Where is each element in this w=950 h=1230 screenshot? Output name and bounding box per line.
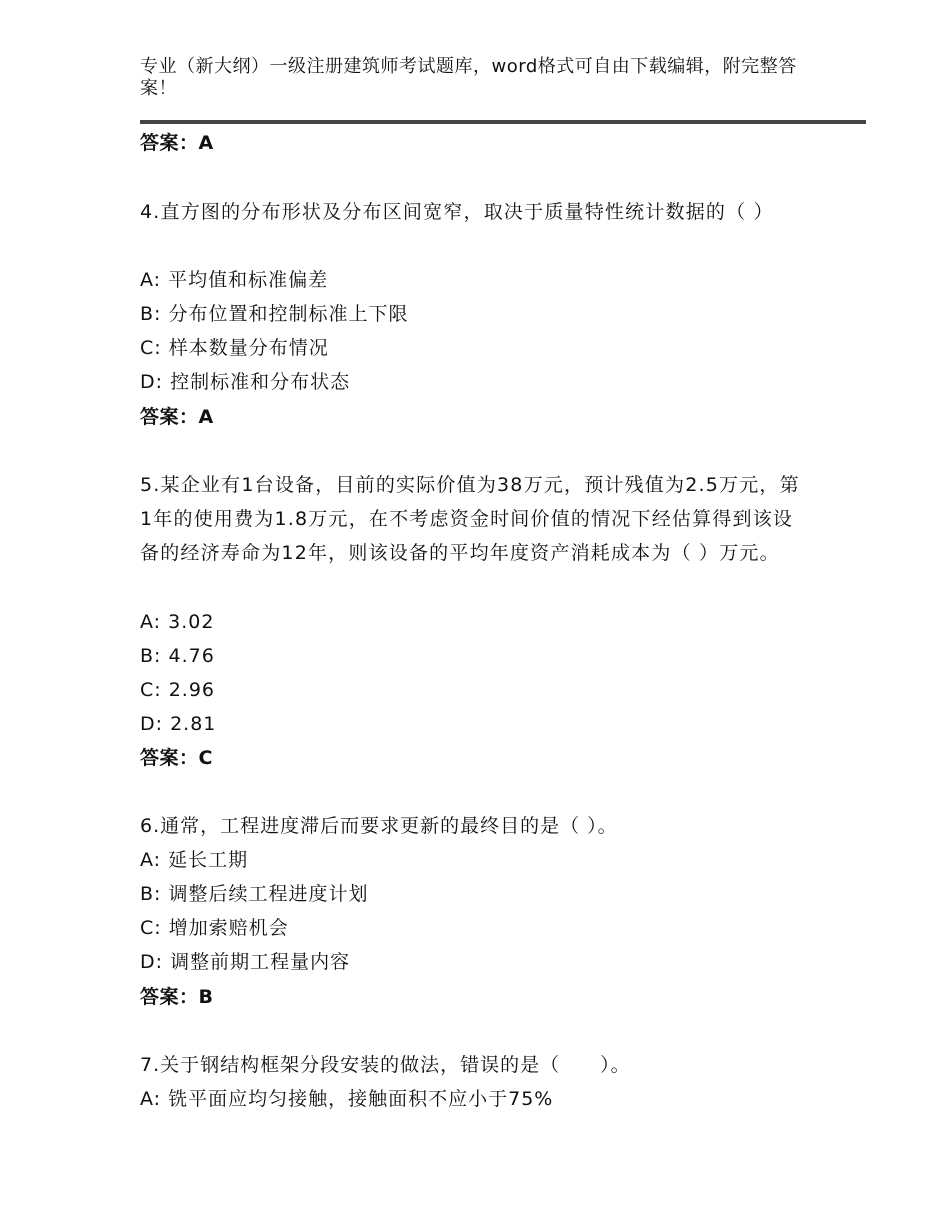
question-6-stem: 6.通常，工程进度滞后而要求更新的最终目的是（ ）。: [140, 815, 618, 837]
question-5-answer: 答案：C: [140, 747, 213, 769]
header-divider: [140, 120, 866, 124]
question-7-stem: 7.关于钢结构框架分段安装的做法，错误的是（ ）。: [140, 1054, 631, 1076]
page-header: 专业（新大纲）一级注册建筑师考试题库，word格式可自由下载编辑，附完整答案！: [140, 56, 797, 99]
answer-label: 答案：A: [140, 132, 214, 154]
question-4-option-a: A: 平均值和标准偏差: [140, 269, 329, 291]
question-5-option-b: B: 4.76: [140, 645, 215, 667]
question-6-option-d: D: 调整前期工程量内容: [140, 951, 351, 973]
question-4-option-b: B: 分布位置和控制标准上下限: [140, 303, 409, 325]
question-6-option-b: B: 调整后续工程进度计划: [140, 883, 369, 905]
question-5-option-c: C: 2.96: [140, 679, 216, 701]
question-4-stem: 4.直方图的分布形状及分布区间宽窄，取决于质量特性统计数据的（ ）: [140, 201, 774, 223]
question-4-option-c: C: 样本数量分布情况: [140, 337, 329, 359]
question-7-option-a: A: 铣平面应均匀接触，接触面积不应小于75%: [140, 1088, 554, 1110]
question-6-option-c: C: 增加索赔机会: [140, 917, 289, 939]
question-5-option-a: A: 3.02: [140, 611, 215, 633]
question-5-option-d: D: 2.81: [140, 713, 217, 735]
question-5-stem: 5.某企业有1台设备，目前的实际价值为38万元，预计残值为2.5万元，第1年的使用费为1.8万元，在不考虑资金时间价值的情况下经估算得到该设备的经济寿命为12年，则该设备的平均年度资产消耗成本为（ ）万元。: [140, 474, 800, 564]
question-4-answer: 答案：A: [140, 406, 214, 428]
question-6-option-a: A: 延长工期: [140, 849, 249, 871]
question-6-answer: 答案：B: [140, 986, 214, 1008]
question-4-option-d: D: 控制标准和分布状态: [140, 371, 351, 393]
